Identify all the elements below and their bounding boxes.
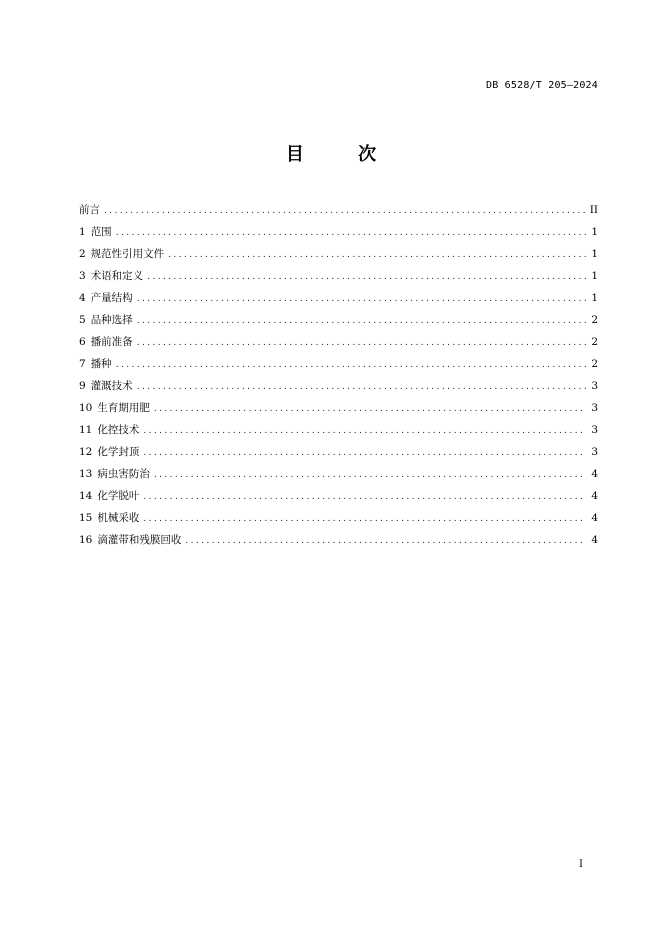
- toc-leader-dots: [104, 200, 586, 222]
- toc-entry-number: 15: [79, 512, 93, 524]
- toc-entry-5[interactable]: [79, 309, 598, 331]
- toc-entry-label: 规范性引用文件: [90, 248, 165, 260]
- toc-entry-number: 2: [79, 248, 86, 260]
- toc-entry-12[interactable]: [79, 441, 598, 463]
- toc-leader-dots: [168, 244, 586, 266]
- toc-entry-page: II: [589, 204, 598, 216]
- toc-leader-dots: [143, 486, 586, 508]
- toc-entry-number: 7: [79, 358, 86, 370]
- toc-entry-10[interactable]: [79, 397, 598, 419]
- toc-entry-page: 4: [591, 534, 598, 546]
- toc-entry-number: 14: [79, 490, 93, 502]
- toc-entry-number: 16: [79, 534, 93, 546]
- toc-entry-16[interactable]: [79, 529, 598, 551]
- toc-entry-label: 化学脱叶: [97, 490, 140, 502]
- toc-leader-dots: [143, 508, 586, 530]
- toc-entry-page: 3: [591, 446, 598, 458]
- toc-entry-number: 11: [79, 424, 93, 436]
- toc-leader-dots: [185, 530, 586, 552]
- toc-entry-label: 术语和定义: [90, 270, 144, 282]
- toc-leader-dots: [143, 442, 586, 464]
- toc-entry-page: 1: [591, 270, 598, 282]
- toc-entry-page: 4: [591, 512, 598, 524]
- toc-entry-number: 4: [79, 292, 86, 304]
- toc-entry-4[interactable]: [79, 287, 598, 309]
- toc-entry-13[interactable]: [79, 463, 598, 485]
- toc-entry-label: 生育期用肥: [97, 402, 150, 414]
- toc-entry-number: 12: [79, 446, 93, 458]
- toc-leader-dots: [137, 332, 586, 354]
- toc-entry-page: 3: [591, 402, 598, 414]
- toc-entry-page: 2: [591, 336, 598, 348]
- toc-entry-label: 灌溉技术: [90, 380, 133, 392]
- toc-entry-6[interactable]: [79, 331, 598, 353]
- toc-entry-page: 1: [591, 226, 598, 238]
- toc-entry-number: 9: [79, 380, 86, 392]
- toc-entry-14[interactable]: [79, 485, 598, 507]
- toc-entry-label: 滴灌带和残膜回收: [97, 534, 182, 546]
- page-title: 目 次: [285, 144, 401, 165]
- toc-entry-1[interactable]: [79, 221, 598, 243]
- toc-leader-dots: [116, 354, 586, 376]
- toc-entry-number: 5: [79, 314, 86, 326]
- toc-leader-dots: [137, 288, 586, 310]
- toc-entry-number: 10: [79, 402, 93, 414]
- toc-entry-label: 病虫害防治: [97, 468, 150, 480]
- toc-entry-2[interactable]: [79, 243, 598, 265]
- toc-entry-page: 1: [591, 248, 598, 260]
- page-number: I: [579, 859, 583, 870]
- toc-entry-9[interactable]: [79, 375, 598, 397]
- toc-entry-number: 13: [79, 468, 93, 480]
- toc-entry-number: 3: [79, 270, 86, 282]
- toc-entry-label: 播种: [90, 358, 112, 370]
- toc-entry-15[interactable]: [79, 507, 598, 529]
- toc-entry-label: 范围: [90, 226, 112, 238]
- toc-entry-page: 3: [591, 380, 598, 392]
- toc-entry-page: 2: [591, 358, 598, 370]
- toc-leader-dots: [143, 420, 586, 442]
- toc-leader-dots: [147, 266, 586, 288]
- toc-leader-dots: [137, 310, 586, 332]
- toc-entry-label: 机械采收: [97, 512, 140, 524]
- document-code: DB 6528/T 205—2024: [486, 80, 598, 91]
- toc-entry-foreword[interactable]: [79, 199, 598, 221]
- toc-entry-label: 播前准备: [90, 336, 133, 348]
- toc-entry-label: 产量结构: [90, 292, 133, 304]
- toc-entry-page: 4: [591, 490, 598, 502]
- toc-leader-dots: [154, 398, 586, 420]
- toc-entry-number: 1: [79, 226, 86, 238]
- toc-entry-label: 品种选择: [90, 314, 133, 326]
- toc-entry-page: 3: [591, 424, 598, 436]
- toc-entry-3[interactable]: [79, 265, 598, 287]
- toc-entry-label: 化控技术: [97, 424, 140, 436]
- toc-leader-dots: [116, 222, 586, 244]
- toc-entry-number: 6: [79, 336, 86, 348]
- toc-entry-label: 前言: [79, 204, 100, 216]
- toc-entry-page: 4: [591, 468, 598, 480]
- toc-entry-label: 化学封顶: [97, 446, 140, 458]
- toc-entry-11[interactable]: [79, 419, 598, 441]
- toc-entry-7[interactable]: [79, 353, 598, 375]
- toc-leader-dots: [154, 464, 586, 486]
- toc-entry-page: 1: [591, 292, 598, 304]
- toc-leader-dots: [137, 376, 586, 398]
- toc-entry-page: 2: [591, 314, 598, 326]
- table-of-contents: [79, 199, 598, 551]
